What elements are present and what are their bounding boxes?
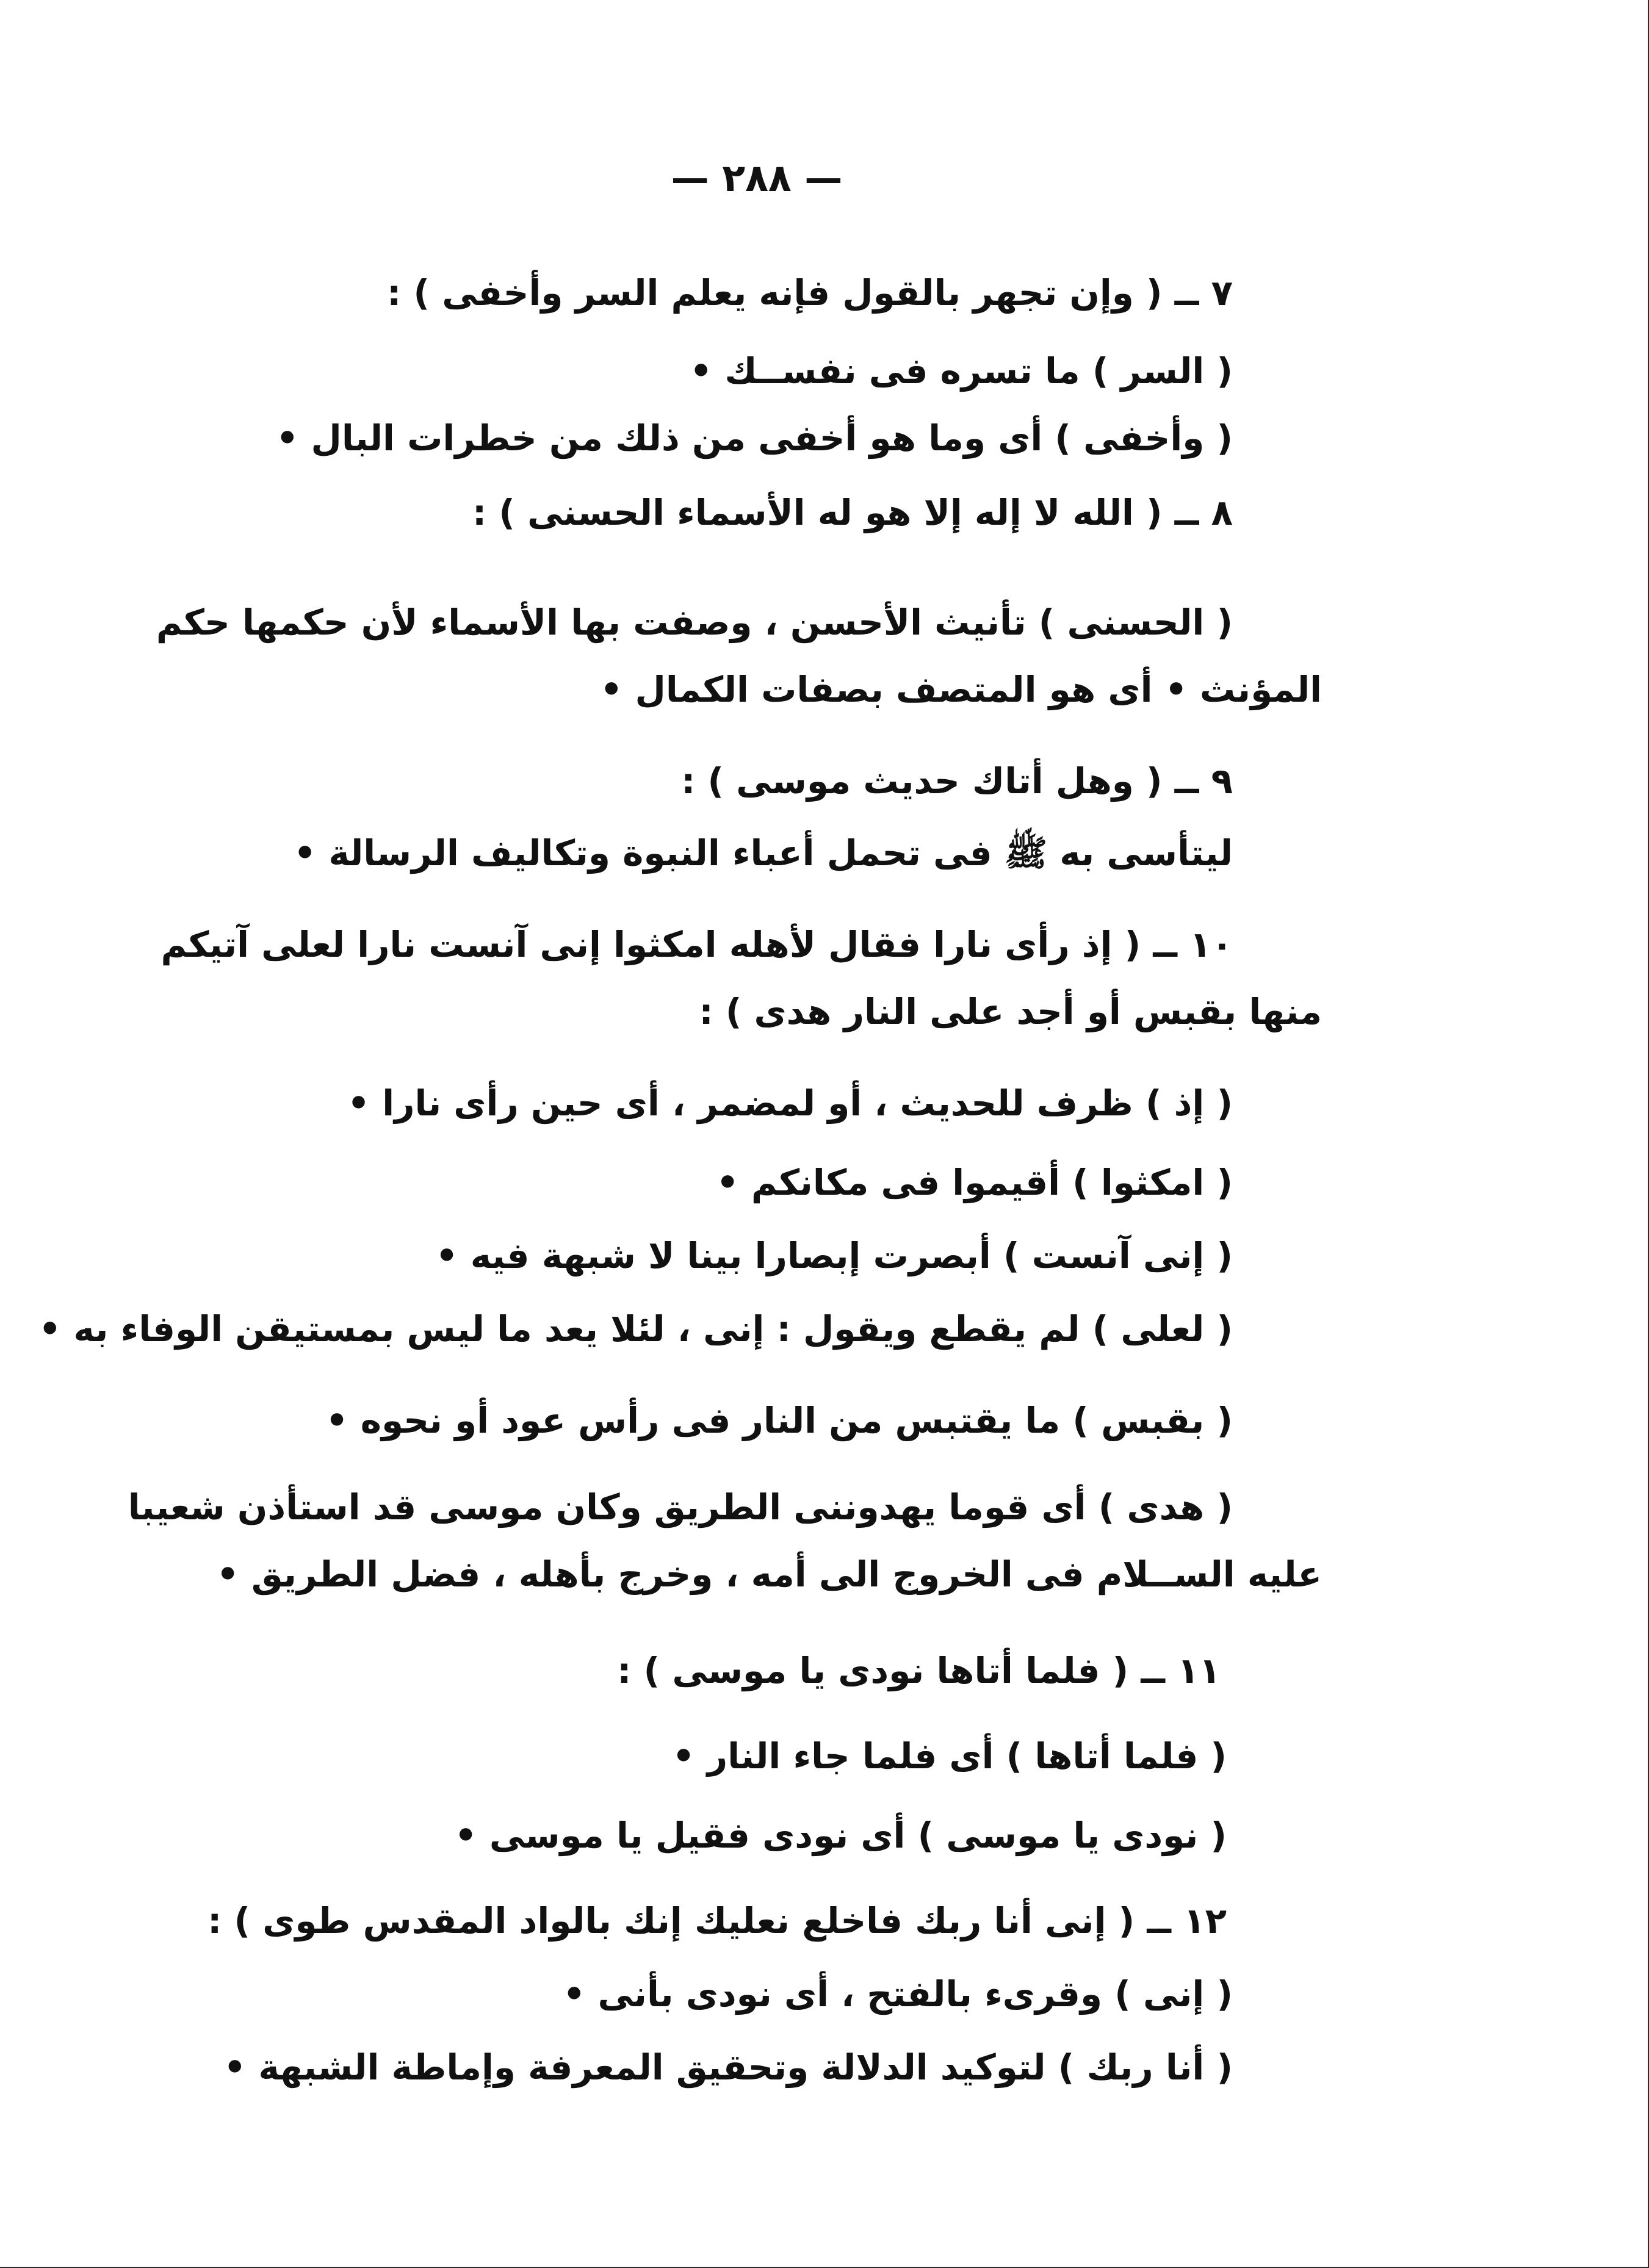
gloss-line: ( السر ) ما تسره فى نفســك • (690, 350, 1233, 392)
gloss-line: ( وأخفى ) أى وما هو أخفى من ذلك من خطرات البال • (276, 417, 1233, 459)
gloss-line: ( الحسنى ) تأنيث الأحسن ، وصفت بها الأسماء لأن حكمها حكم (156, 602, 1233, 643)
gloss-line: ( هدى ) أى قوما يهدوننى الطريق وكان موسى قد استأذن شعيبا (128, 1486, 1233, 1528)
gloss-line-continuation: عليه الســلام فى الخروج الى أمه ، وخرج بأهله ، فضل الطريق • (216, 1553, 1322, 1595)
gloss-line: ( لعلى ) لم يقطع ويقول : إنى ، لئلا يعد ما ليس بمستيقن الوفاء به • (38, 1308, 1233, 1350)
gloss-line: ( امكثوا ) أقيموا فى مكانكم • (716, 1162, 1233, 1203)
gloss-line: ( إذ ) ظرف للحديث ، أو لمضمر ، أى حين رأى نارا • (347, 1082, 1233, 1124)
verse-9-heading: ٩ ــ ( وهل أتاك حديث موسى ) : (681, 760, 1233, 802)
page-number: — ٢٨٨ — (671, 156, 843, 200)
verse-10-heading: ١٠ ــ ( إذ رأى نارا فقال لأهله امكثوا إنى آنست نارا لعلى آتيكم (161, 924, 1233, 965)
gloss-line: ( إنى ) وقرىء بالفتح ، أى نودى بأنى • (563, 1973, 1233, 2015)
verse-12-heading: ١٢ ــ ( إنى أنا ربك فاخلع نعليك إنك بالواد المقدس طوى ) : (207, 1900, 1227, 1942)
verse-10-heading-continuation: منها بقبس أو أجد على النار هدى ) : (699, 991, 1322, 1032)
gloss-line: ( أنا ربك ) لتوكيد الدلالة وتحقيق المعرفة وإماطة الشبهة • (223, 2047, 1233, 2088)
verse-11-heading: ١١ ــ ( فلما أتاها نودى يا موسى ) : (617, 1650, 1221, 1691)
gloss-line: ( بقبس ) ما يقتبس من النار فى رأس عود أو نحوه • (325, 1400, 1233, 1441)
gloss-line: ( إنى آنست ) أبصرت إبصارا بينا لا شبهة فيه • (435, 1235, 1233, 1276)
gloss-line-continuation: المؤنث • أى هو المتصف بصفات الكمال • (600, 669, 1322, 710)
verse-7-heading: ٧ ــ ( وإن تجهر بالقول فإنه يعلم السر وأخفى ) : (387, 272, 1233, 314)
gloss-line: ( فلما أتاها ) أى فلما جاء النار • (672, 1735, 1227, 1777)
gloss-line: ليتأسى به ﷺ فى تحمل أعباء النبوة وتكاليف الرسالة • (294, 832, 1233, 874)
gloss-line: ( نودى يا موسى ) أى نودى فقيل يا موسى • (454, 1815, 1227, 1856)
verse-8-heading: ٨ ــ ( الله لا إله إلا هو له الأسماء الحسنى ) : (472, 492, 1233, 533)
